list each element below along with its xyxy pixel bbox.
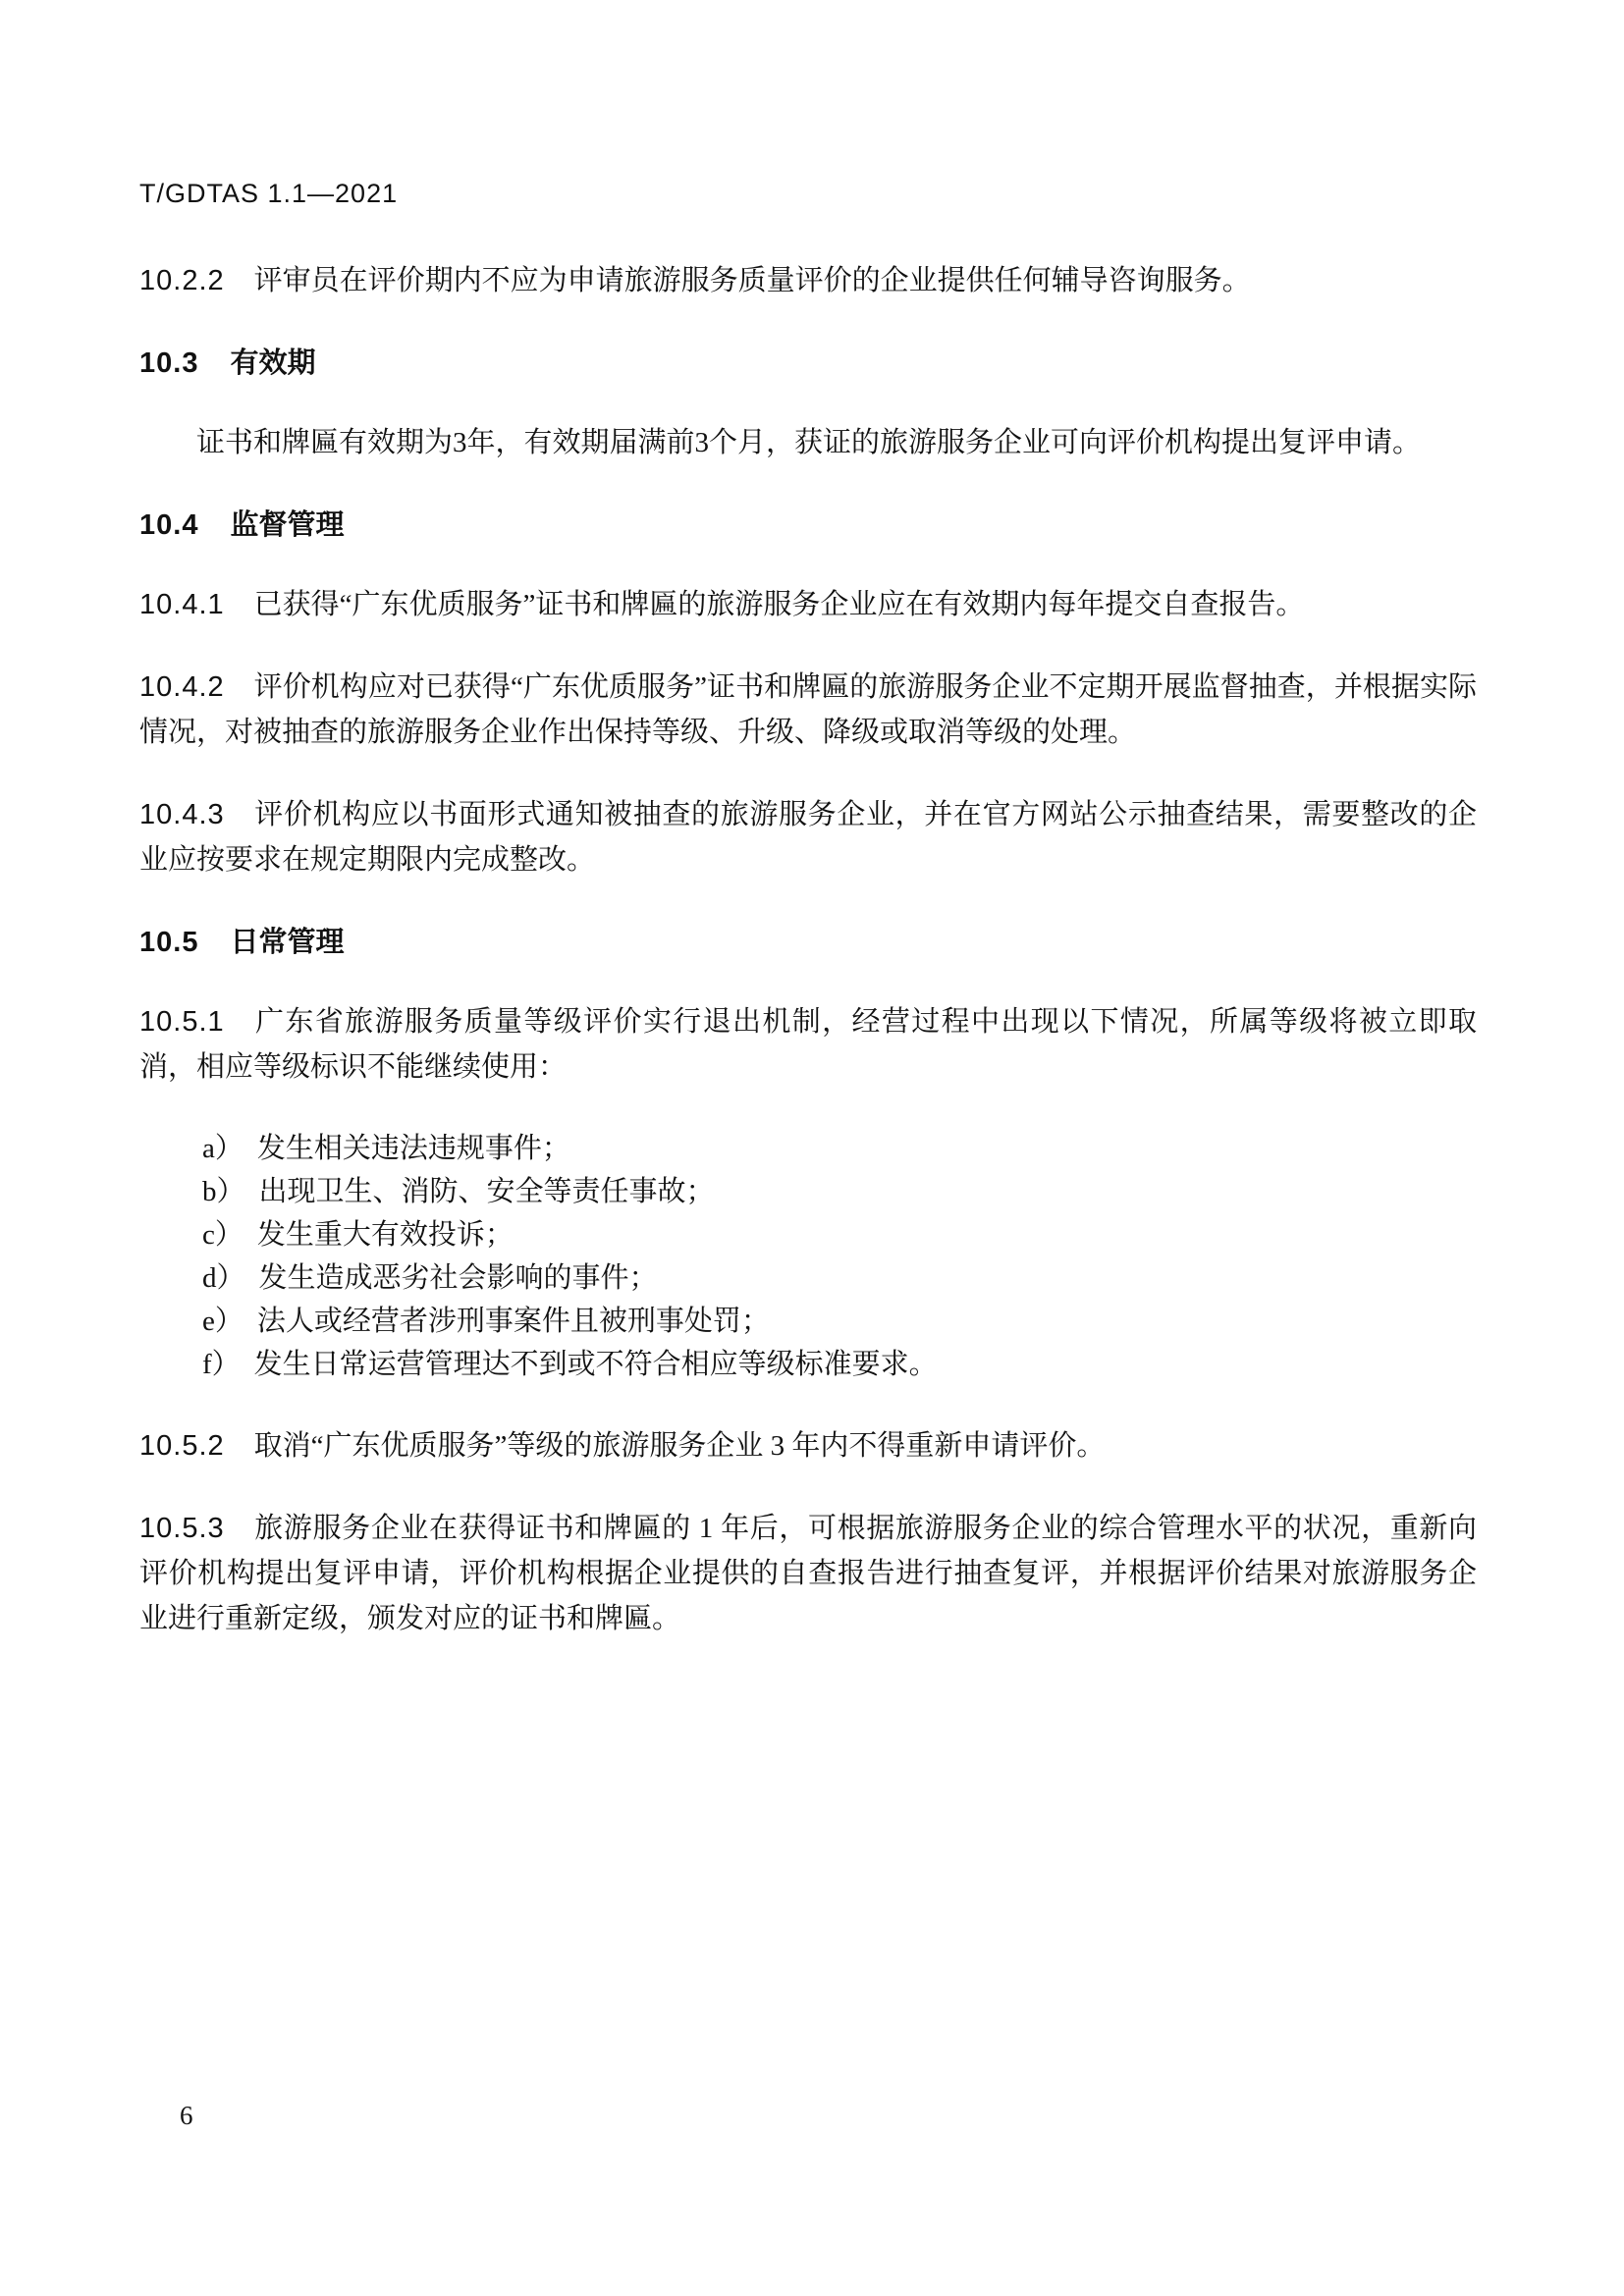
clause-text: 评审员在评价期内不应为申请旅游服务质量评价的企业提供任何辅导咨询服务。 [253, 265, 1251, 296]
clause-10-4-1 [139, 582, 1477, 627]
clause-text: 取消“广东优质服务”等级的旅游服务企业 3 年内不得重新申请评价。 [253, 1430, 1106, 1462]
paragraph-10-3: 证书和牌匾有效期为3年，有效期届满前3个月，获证的旅游服务企业可向评价机构提出复评申请。 [196, 427, 1422, 458]
list-item-text: 发生造成恶劣社会影响的事件； [258, 1262, 658, 1294]
document-code-header: T/GDTAS 1.1—2021 [139, 179, 399, 208]
clause-10-2-2 [139, 258, 1477, 303]
list-item-text: 发生重大有效投诉； [256, 1219, 514, 1251]
list-item [202, 1213, 1477, 1256]
list-item-text: 发生相关违法违规事件； [256, 1133, 570, 1164]
section-title: 监督管理 [230, 509, 345, 541]
section-number: 10.4 [139, 509, 199, 541]
condition-list [139, 1127, 1477, 1386]
clause-text: 广东省旅游服务质量等级评价实行退出机制，经营过程中出现以下情况，所属等级将被立即取消，相应等级标识不能继续使用： [139, 1006, 1477, 1083]
list-item [202, 1300, 1477, 1343]
clause-text: 旅游服务企业在获得证书和牌匾的 1 年后，可根据旅游服务企业的综合管理水平的状况，重新向评价机构提出复评申请，评价机构根据企业提供的自查报告进行抽查复评，并根据评价结果对旅游服务企业进行重新定级，颁发对应的证书和牌匾。 [139, 1513, 1477, 1634]
list-item-text: 出现卫生、消防、安全等责任事故； [258, 1176, 715, 1207]
section-title: 日常管理 [230, 927, 345, 958]
section-heading-10-3 [139, 341, 1477, 381]
clause-number: 10.5.2 [139, 1430, 225, 1462]
page-number: 6 [180, 2101, 193, 2130]
clause-number: 10.2.2 [139, 265, 225, 296]
list-item-marker: b） [202, 1176, 245, 1207]
section-heading-10-5 [139, 920, 1477, 960]
clause-text: 评价机构应以书面形式通知被抽查的旅游服务企业，并在官方网站公示抽查结果，需要整改的企业应按要求在规定期限内完成整改。 [139, 799, 1477, 876]
section-number: 10.5 [139, 927, 199, 958]
list-item [202, 1170, 1477, 1213]
list-item-marker: f） [202, 1349, 241, 1380]
list-item-marker: e） [202, 1306, 244, 1337]
list-item [202, 1127, 1477, 1170]
clause-number: 10.5.1 [139, 1006, 225, 1038]
section-title: 有效期 [230, 347, 316, 379]
list-item-text: 发生日常运营管理达不到或不符合相应等级标准要求。 [253, 1349, 938, 1380]
clause-number: 10.4.1 [139, 589, 225, 620]
section-heading-10-4 [139, 503, 1477, 543]
clause-number: 10.5.3 [139, 1513, 225, 1544]
list-item [202, 1343, 1477, 1386]
clause-text: 已获得“广东优质服务”证书和牌匾的旅游服务企业应在有效期内每年提交自查报告。 [253, 589, 1305, 620]
clause-number: 10.4.3 [139, 799, 225, 830]
list-item [202, 1256, 1477, 1300]
list-item-marker: a） [202, 1133, 244, 1164]
clause-10-5-3 [139, 1506, 1477, 1641]
clause-10-5-1 [139, 999, 1477, 1090]
list-item-text: 法人或经营者涉刑事案件且被刑事处罚； [256, 1306, 770, 1337]
list-item-marker: c） [202, 1219, 244, 1251]
clause-text: 评价机构应对已获得“广东优质服务”证书和牌匾的旅游服务企业不定期开展监督抽查，并根据实际情况，对被抽查的旅游服务企业作出保持等级、升级、降级或取消等级的处理。 [139, 671, 1477, 748]
document-content [139, 179, 1477, 1679]
clause-10-5-2 [139, 1423, 1477, 1468]
clause-number: 10.4.2 [139, 671, 225, 703]
section-number: 10.3 [139, 347, 199, 379]
clause-10-4-3 [139, 792, 1477, 882]
clause-10-4-2 [139, 665, 1477, 755]
list-item-marker: d） [202, 1262, 245, 1294]
